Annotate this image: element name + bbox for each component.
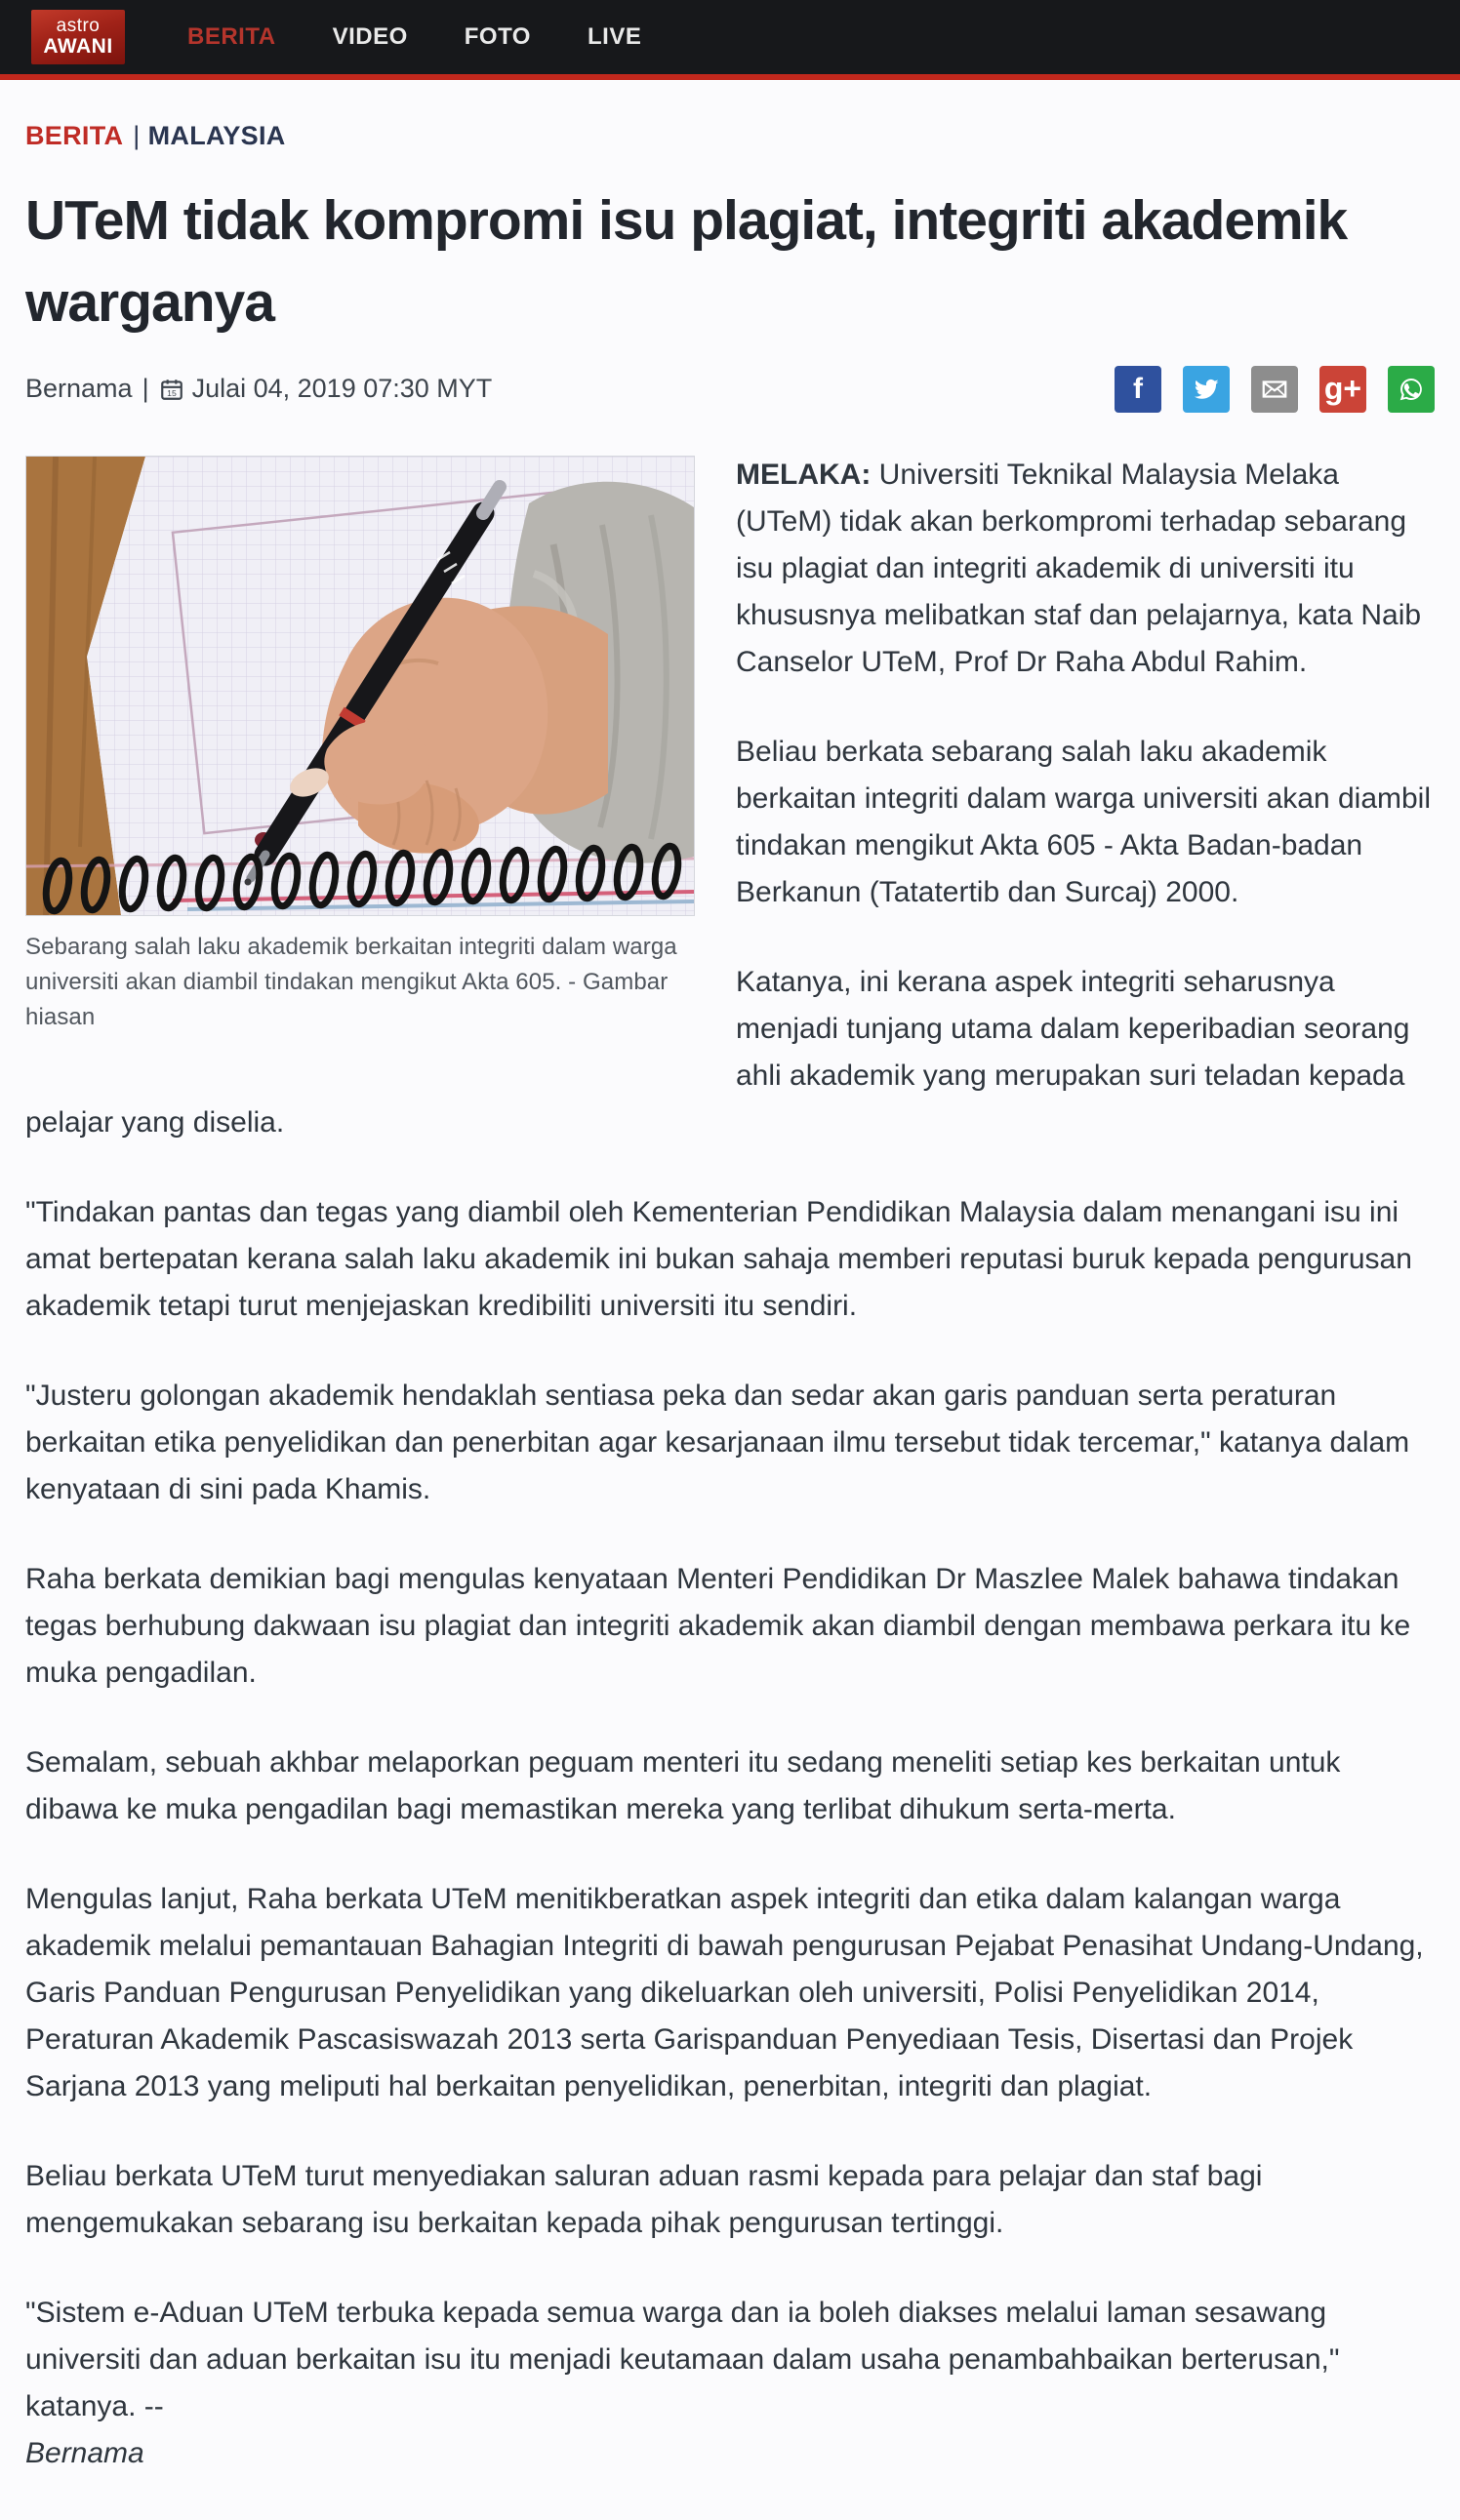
byline-date: Julai 04, 2019 07:30 MYT bbox=[191, 374, 493, 404]
article-paragraph bbox=[25, 1189, 1435, 1330]
twitter-share-button[interactable] bbox=[1183, 366, 1230, 413]
nav-item-live[interactable]: LIVE bbox=[587, 23, 642, 50]
source-credit: Bernama bbox=[25, 2436, 144, 2469]
article-paragraph bbox=[25, 2290, 1435, 2477]
whatsapp-share-button[interactable] bbox=[1388, 366, 1435, 413]
paragraph-text: Katanya, ini kerana aspek integriti seharusnya menjadi tunjang utama dalam keperibadian seorang ahli akademik yang merupakan suri teladan kepada pelajar yang diselia. bbox=[25, 965, 1410, 1139]
nav-item-foto[interactable]: FOTO bbox=[464, 23, 531, 50]
calendar-icon bbox=[159, 377, 184, 402]
share-buttons bbox=[1115, 366, 1435, 413]
breadcrumb-category[interactable]: MALAYSIA bbox=[147, 121, 286, 150]
top-nav-bar bbox=[0, 0, 1460, 80]
facebook-share-button[interactable] bbox=[1115, 366, 1161, 413]
main-nav bbox=[187, 23, 641, 51]
nav-item-video[interactable]: VIDEO bbox=[332, 23, 408, 50]
googleplus-icon: g+ bbox=[1323, 371, 1362, 407]
article-paragraph bbox=[25, 1556, 1435, 1697]
logo-line1: astro bbox=[56, 16, 101, 36]
writing-hand-photo bbox=[26, 457, 694, 915]
article-paragraph bbox=[25, 2153, 1435, 2247]
breadcrumb-section[interactable]: BERITA bbox=[25, 121, 124, 150]
byline-row bbox=[25, 366, 1435, 413]
email-share-button[interactable] bbox=[1251, 366, 1298, 413]
article-body bbox=[0, 452, 1460, 2477]
paragraph-text: Beliau berkata UTeM turut menyediakan saluran aduan rasmi kepada para pelajar dan staf bagi mengemukakan sebarang isu berkaitan kepada pihak pengurusan tertinggi. bbox=[25, 2159, 1263, 2239]
article-paragraph bbox=[25, 1373, 1435, 1513]
astro-awani-logo[interactable] bbox=[31, 10, 125, 64]
byline bbox=[25, 374, 492, 404]
article-photo-figure bbox=[25, 456, 695, 1035]
twitter-icon bbox=[1192, 375, 1221, 404]
paragraph-text: Mengulas lanjut, Raha berkata UTeM menitikberatkan aspek integriti dan etika dalam kalangan warga akademik melalui pemantauan Bahagian Integriti di bawah pengurusan Pejabat Penasihat Undang-Undang, Garis Panduan Pengurusan Penyelidikan yang dikeluarkan oleh universiti, Polisi Penyelidikan 2014, Peraturan Akademik Pascasiswazah 2013 serta Garispanduan Penyediaan Tesis, Disertasi dan Projek Sarjana 2013 yang meliputi hal berkaitan penyelidikan, penerbitan, integriti dan plagiat. bbox=[25, 1882, 1424, 2102]
paragraph-lead: MELAKA: bbox=[736, 458, 879, 491]
photo-caption: Sebarang salah laku akademik berkaitan integriti dalam warga universiti akan diambil tindakan mengikut Akta 605. - Gambar hiasan bbox=[25, 933, 677, 1030]
googleplus-share-button[interactable] bbox=[1319, 366, 1366, 413]
paragraph-text: "Tindakan pantas dan tegas yang diambil oleh Kementerian Pendidikan Malaysia dalam menangani isu ini amat bertepatan kerana salah laku akademik ini bukan sahaja memberi reputasi buruk kepada pengurusan akademik tetapi turut menjejaskan kredibiliti universiti itu sendiri. bbox=[25, 1195, 1412, 1322]
breadcrumb-separator: | bbox=[133, 121, 141, 150]
svg-text:15: 15 bbox=[166, 387, 177, 398]
paragraph-text: Beliau berkata sebarang salah laku akademik berkaitan integriti dalam warga universiti akan diambil tindakan mengikut Akta 605 - Akta Badan-badan Berkanun (Tatatertib dan Surcaj) 2000. bbox=[736, 735, 1432, 908]
paragraph-text: Raha berkata demikian bagi mengulas kenyataan Menteri Pendidikan Dr Maszlee Malek bahawa tindakan tegas berhubung dakwaan isu plagiat dan integriti akademik akan diambil dengan membawa perkara itu ke muka pengadilan. bbox=[25, 1562, 1411, 1689]
facebook-icon: f bbox=[1133, 372, 1143, 405]
paragraph-text: "Sistem e-Aduan UTeM terbuka kepada semua warga dan ia boleh diakses melalui laman sesawang universiti dan aduan berkaitan isu itu menjadi keutamaan dalam usaha penambahbaikan berterusan," katanya. -- bbox=[25, 2296, 1340, 2422]
paragraph-text: Universiti Teknikal Malaysia Melaka (UTeM) tidak akan berkompromi terhadap sebarang isu plagiat dan integriti akademik di universiti itu khususnya melibatkan staf dan pelajarnya, kata Naib Canselor UTeM, Prof Dr Raha Abdul Rahim. bbox=[736, 458, 1422, 678]
nav-item-berita[interactable]: BERITA bbox=[187, 23, 276, 50]
article-paragraph bbox=[25, 1740, 1435, 1833]
paragraph-text: Semalam, sebuah akhbar melaporkan peguam menteri itu sedang meneliti setiap kes berkaitan untuk dibawa ke muka pengadilan bagi memastikan mereka yang terlibat dihukum serta-merta. bbox=[25, 1745, 1341, 1825]
email-icon bbox=[1260, 375, 1289, 404]
page-title: UTeM tidak kompromi isu plagiat, integriti akademik warganya bbox=[25, 189, 1348, 334]
article-photo bbox=[25, 456, 695, 916]
article-paragraph bbox=[25, 1876, 1435, 2110]
logo-line2: AWANI bbox=[43, 34, 113, 58]
byline-separator: | bbox=[142, 374, 149, 404]
byline-source: Bernama bbox=[25, 374, 133, 404]
breadcrumb bbox=[0, 80, 1460, 151]
whatsapp-icon bbox=[1397, 375, 1426, 404]
paragraph-text: "Justeru golongan akademik hendaklah sentiasa peka dan sedar akan garis panduan serta peraturan berkaitan etika penyelidikan dan penerbitan agar kesarjanaan ilmu tersebut tidak tercemar," katanya dalam kenyataan di sini pada Khamis. bbox=[25, 1379, 1410, 1505]
